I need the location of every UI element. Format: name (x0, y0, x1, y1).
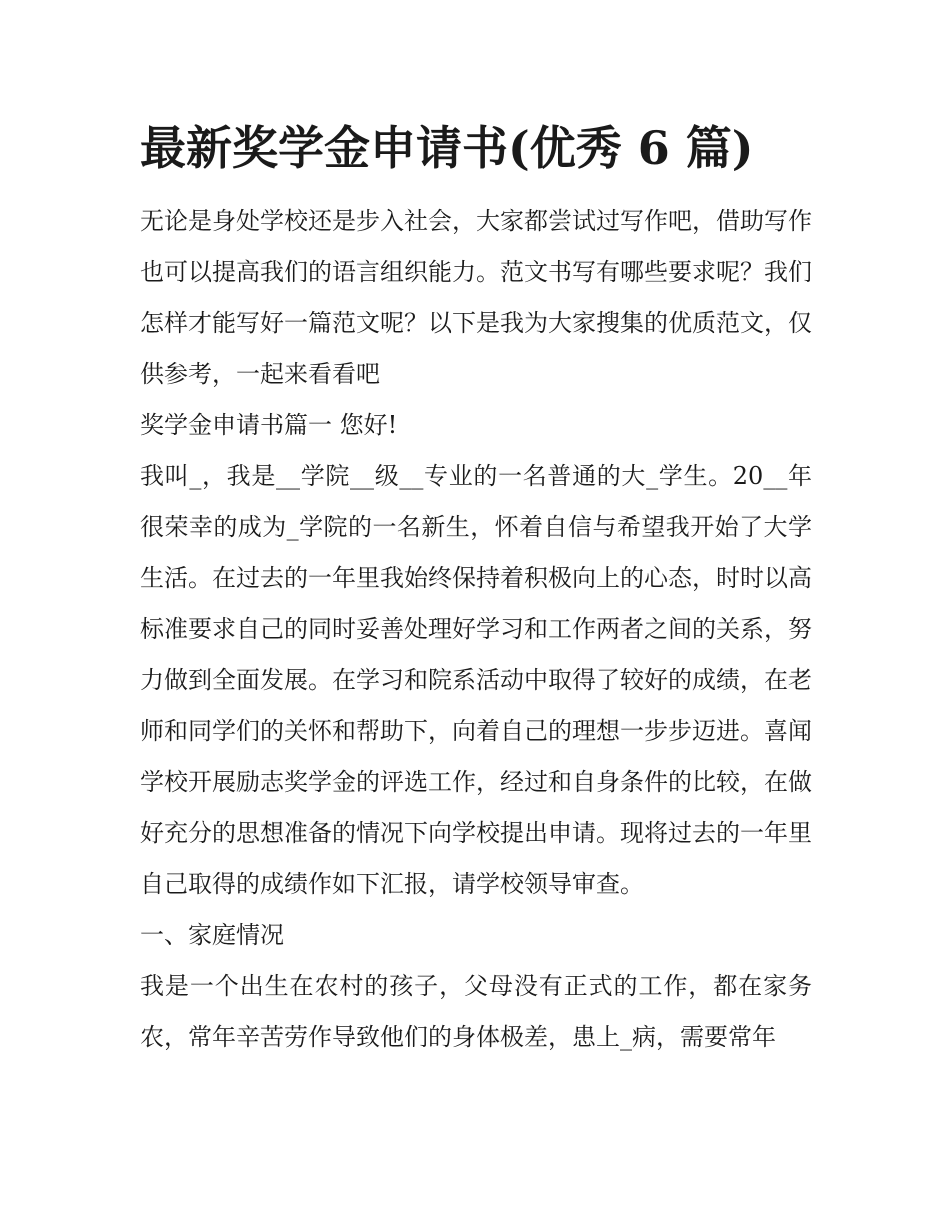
document-title: 最新奖学金申请书(优秀 6 篇) (140, 121, 754, 175)
document-body (140, 196, 812, 1063)
intro-paragraph: 无论是身处学校还是步入社会，大家都尝试过写作吧，借助写作也可以提高我们的语言组织能力。范文书写有哪些要求呢？我们怎样才能写好一篇范文呢？以下是我为大家搜集的优质范文，仅供参考，一起来看看吧 (140, 207, 812, 388)
body-paragraph: 我叫_，我是__学院__级__专业的一名普通的大_学生。20__年很荣幸的成为_学院的一名新生，怀着自信与希望我开始了大学生活。在过去的一年里我始终保持着积极向上的心态，时时以高标准要求自己的同时妥善处理好学习和工作两者之间的关系，努力做到全面发展。在学习和院系活动中取得了较好的成绩，在老师和同学们的关怀和帮助下，向着自己的理想一步步迈进。喜闻学校开展励志奖学金的评选工作，经过和自身条件的比较，在做好充分的思想准备的情况下向学校提出申请。现将过去的一年里自己取得的成绩作如下汇报，请学校领导审查。 (140, 462, 812, 898)
section-heading-family: 一、家庭情况 (140, 921, 284, 949)
body-paragraph-family: 我是一个出生在农村的孩子，父母没有正式的工作，都在家务农，常年辛苦劳作导致他们的身体极差，患上_病，需要常年 (140, 972, 812, 1051)
section-heading-essay-one: 奖学金申请书篇一 您好! (140, 411, 398, 439)
